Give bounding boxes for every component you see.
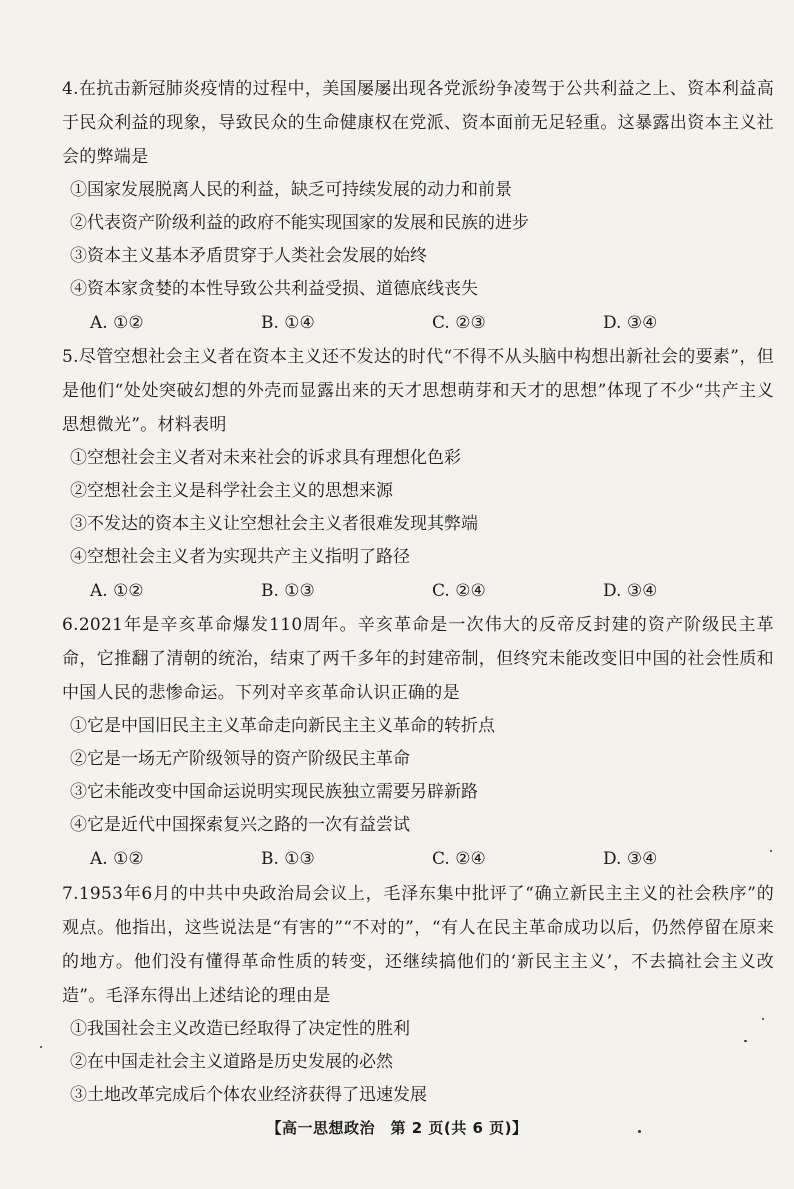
answer-choices: [62, 842, 774, 876]
choice-d[interactable]: D. ③④: [603, 313, 658, 333]
choice-c[interactable]: C. ②④: [432, 849, 486, 869]
scan-speck: [638, 1130, 641, 1133]
choice-b[interactable]: B. ①④: [261, 313, 315, 333]
question-5: [62, 340, 774, 608]
choice-a[interactable]: A. ①②: [90, 849, 144, 869]
statement-3: ③它未能改变中国命运说明实现民族独立需要另辟新路: [70, 782, 478, 802]
statement-3: ③土地改革完成后个体农业经济获得了迅速发展: [70, 1085, 427, 1105]
question-4: [62, 72, 774, 340]
scan-speck: [744, 1040, 747, 1042]
choice-c[interactable]: C. ②③: [432, 313, 486, 333]
statement-1: ①它是中国旧民主主义革命走向新民主主义革命的转折点: [70, 716, 495, 736]
question-stem: 5.尽管空想社会主义者在资本主义还不发达的时代“不得不从头脑中构想出新社会的要素”，但是他们“处处突破幻想的外壳而显露出来的天才思想萌芽和天才的思想”体现了不少“共产主义思想微光”。材料表明: [62, 347, 774, 435]
choice-a[interactable]: A. ①②: [90, 313, 144, 333]
statement-1: ①空想社会主义者对未来社会的诉求具有理想化色彩: [70, 448, 461, 468]
choice-b[interactable]: B. ①③: [261, 581, 315, 601]
statement-1: ①国家发展脱离人民的利益，缺乏可持续发展的动力和前景: [70, 180, 512, 200]
question-stem: 4.在抗击新冠肺炎疫情的过程中，美国屡屡出现各党派纷争凌驾于公共利益之上、资本利益高于民众利益的现象，导致民众的生命健康权在党派、资本面前无足轻重。这暴露出资本主义社会的弊端是: [62, 79, 774, 167]
answer-choices: [62, 574, 774, 608]
statement-2: ②代表资产阶级利益的政府不能实现国家的发展和民族的进步: [70, 213, 529, 233]
page-footer: 【高一思想政治 第 2 页(共 6 页)】: [266, 1119, 528, 1137]
choice-d[interactable]: D. ③④: [603, 849, 658, 869]
statement-4: ④它是近代中国探索复兴之路的一次有益尝试: [70, 815, 410, 835]
statement-2: ②在中国走社会主义道路是历史发展的必然: [70, 1052, 393, 1072]
scan-speck: [40, 1046, 42, 1048]
scan-speck: [770, 850, 772, 852]
statement-2: ②空想社会主义是科学社会主义的思想来源: [70, 481, 393, 501]
question-6: [62, 608, 774, 876]
statement-4: ④资本家贪婪的本性导致公共利益受损、道德底线丧失: [70, 279, 478, 299]
choice-d[interactable]: D. ③④: [603, 581, 658, 601]
scan-speck: [762, 1018, 764, 1020]
statement-3: ③资本主义基本矛盾贯穿于人类社会发展的始终: [70, 246, 427, 266]
statement-4: ④空想社会主义者为实现共产主义指明了路径: [70, 547, 410, 567]
answer-choices: [62, 306, 774, 340]
question-7: [62, 877, 774, 1112]
question-stem: 7.1953年6月的中共中央政治局会议上，毛泽东集中批评了“确立新民主主义的社会秩序”的观点。他指出，这些说法是“有害的”“不对的”，“有人在民主革命成功以后，仍然停留在原来的地方。他们没有懂得革命性质的转变，还继续搞他们的‘新民主主义’，不去搞社会主义改造”。毛泽东得出上述结论的理由是: [62, 884, 774, 1006]
choice-b[interactable]: B. ①③: [261, 849, 315, 869]
statement-3: ③不发达的资本主义让空想社会主义者很难发现其弊端: [70, 514, 478, 534]
statement-2: ②它是一场无产阶级领导的资产阶级民主革命: [70, 749, 410, 769]
choice-c[interactable]: C. ②④: [432, 581, 486, 601]
statement-1: ①我国社会主义改造已经取得了决定性的胜利: [70, 1019, 410, 1039]
choice-a[interactable]: A. ①②: [90, 581, 144, 601]
question-stem: 6.2021年是辛亥革命爆发110周年。辛亥革命是一次伟大的反帝反封建的资产阶级民主革命，它推翻了清朝的统治，结束了两千多年的封建帝制，但终究未能改变旧中国的社会性质和中国人民的悲惨命运。下列对辛亥革命认识正确的是: [62, 615, 774, 703]
